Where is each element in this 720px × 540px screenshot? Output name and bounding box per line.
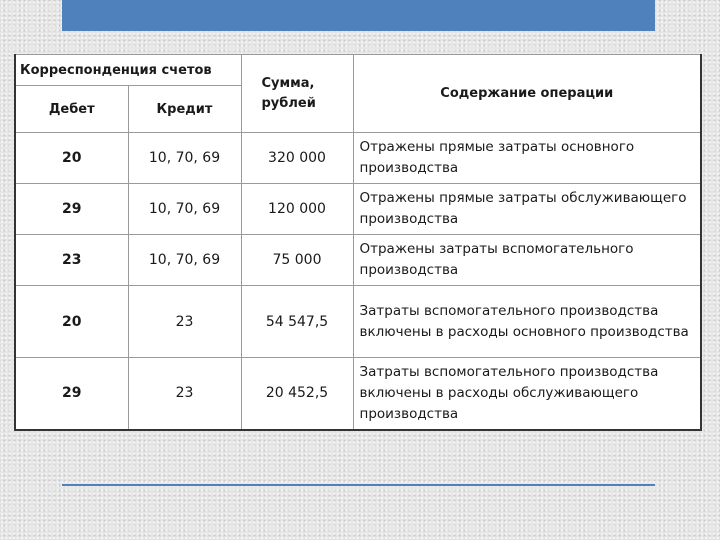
amount-cell: 320 000 — [241, 133, 353, 184]
credit-cell: 23 — [128, 358, 241, 430]
description-cell: Отражены прямые затраты основного производства — [353, 133, 701, 184]
accounting-operations-table — [14, 54, 702, 431]
description-cell: Отражены прямые затраты обслуживающего производства — [353, 184, 701, 235]
debit-cell: 29 — [15, 358, 128, 430]
credit-header: Кредит — [128, 86, 241, 133]
amount-cell: 20 452,5 — [241, 358, 353, 430]
debit-cell: 20 — [15, 286, 128, 358]
description-cell: Отражены затраты вспомогательного производства — [353, 235, 701, 286]
table-row — [15, 358, 701, 430]
amount-cell: 120 000 — [241, 184, 353, 235]
credit-cell: 23 — [128, 286, 241, 358]
operation-content-header: Содержание операции — [353, 55, 701, 133]
header-row-1 — [15, 55, 701, 86]
debit-header: Дебет — [15, 86, 128, 133]
credit-cell: 10, 70, 69 — [128, 184, 241, 235]
amount-header — [241, 55, 353, 133]
amount-cell: 54 547,5 — [241, 286, 353, 358]
table-row — [15, 286, 701, 358]
table-row — [15, 133, 701, 184]
bottom-divider-line — [62, 484, 655, 486]
top-accent-bar — [62, 0, 655, 31]
accounts-correspondence-header: Корреспонденция счетов — [15, 55, 241, 86]
description-cell: Затраты вспомогательного производства включены в расходы основного производства — [353, 286, 701, 358]
debit-cell: 23 — [15, 235, 128, 286]
credit-cell: 10, 70, 69 — [128, 235, 241, 286]
table-row — [15, 184, 701, 235]
amount-cell: 75 000 — [241, 235, 353, 286]
credit-cell: 10, 70, 69 — [128, 133, 241, 184]
debit-cell: 29 — [15, 184, 128, 235]
debit-cell: 20 — [15, 133, 128, 184]
table-row — [15, 235, 701, 286]
amount-header-line1: Сумма, — [261, 75, 315, 91]
description-cell: Затраты вспомогательного производства включены в расходы обслуживающего производства — [353, 358, 701, 430]
amount-header-line2: рублей — [261, 95, 316, 111]
